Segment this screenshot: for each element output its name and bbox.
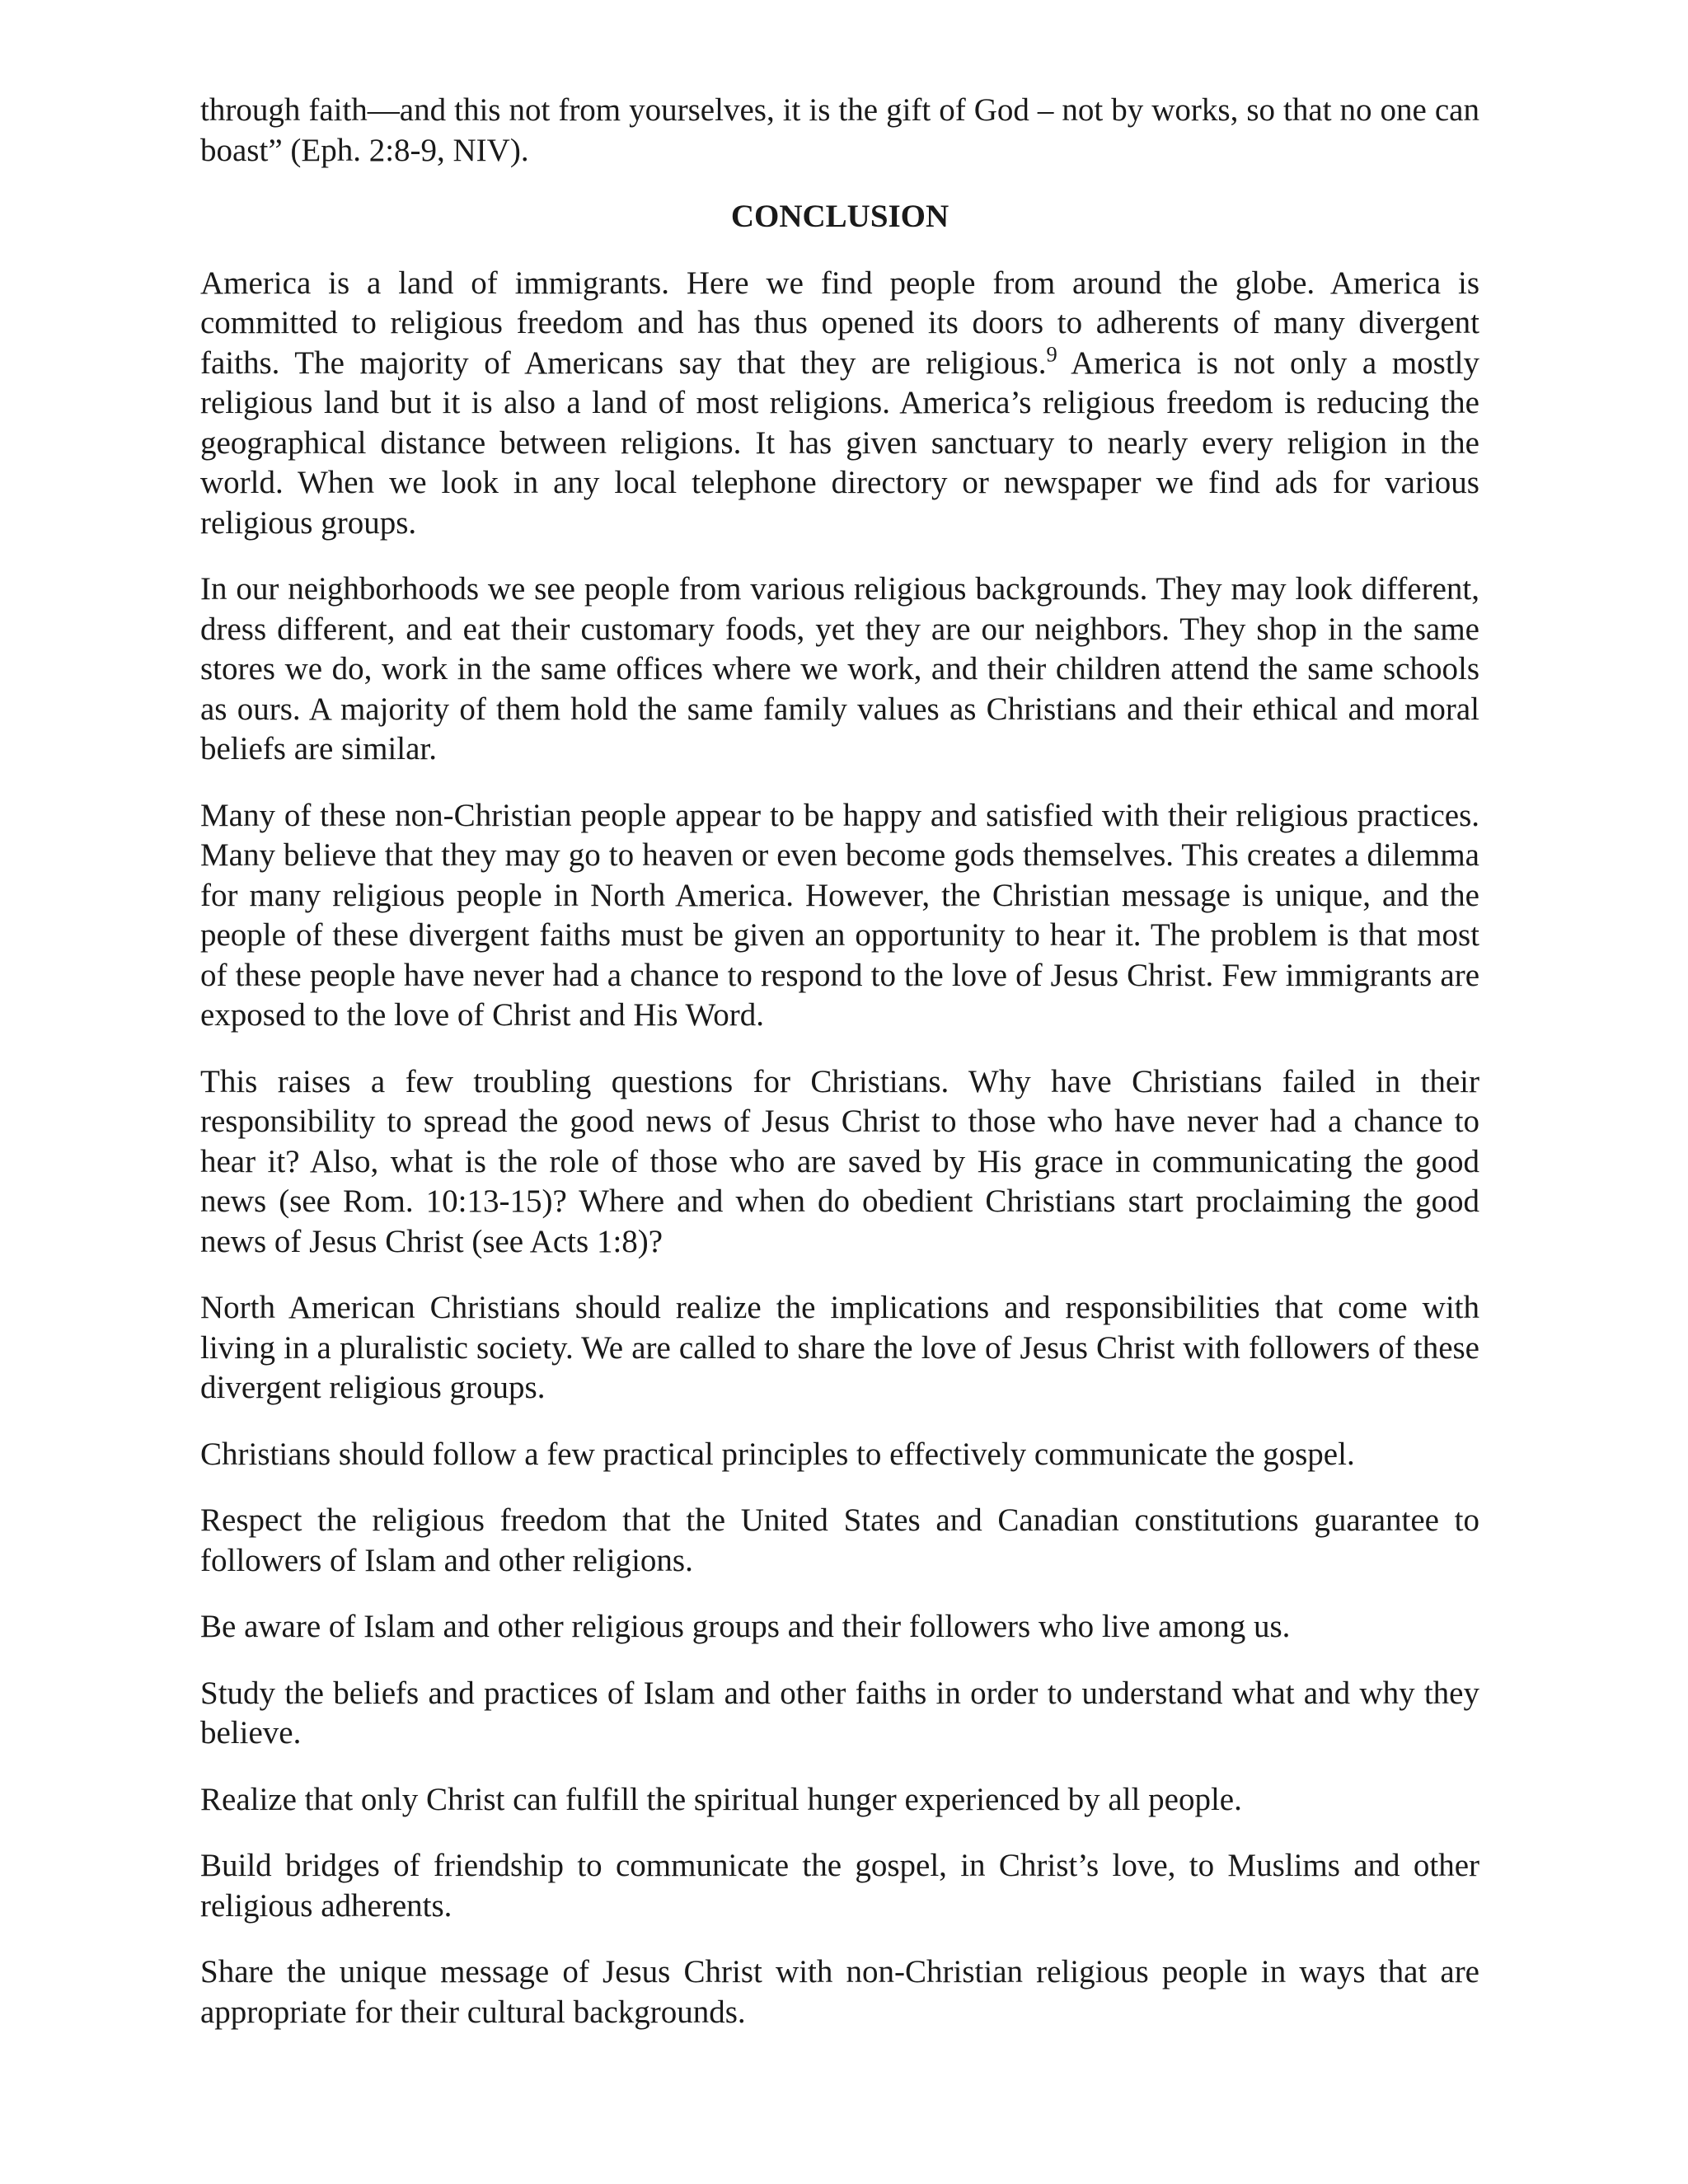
- principle-build-bridges: Build bridges of friendship to communicate the gospel, in Christ’s love, to Muslims and other religious adherents.: [200, 1848, 1479, 1924]
- principle-aware: Be aware of Islam and other religious groups and their followers who live among us.: [200, 1609, 1291, 1644]
- continuation-paragraph: through faith—and this not from yourselves, it is the gift of God – not by works, so that no one can boast” (Eph. 2:8-9, NIV).: [200, 92, 1479, 168]
- footnote-marker[interactable]: 9: [1046, 340, 1057, 366]
- principle-realize: Realize that only Christ can fulfill the spiritual hunger experienced by all people.: [200, 1781, 1242, 1817]
- principle-study: Study the beliefs and practices of Islam and other faiths in order to understand what and why they believe.: [200, 1675, 1479, 1750]
- principle-respect: Respect the religious freedom that the United States and Canadian constitutions guarantee to followers of Islam and other religions.: [200, 1502, 1479, 1578]
- principle-share: Share the unique message of Jesus Christ with non-Christian religious people in ways that are appropriate for their cultural backgrounds.: [200, 1954, 1479, 2030]
- paragraph-non-christian: Many of these non-Christian people appear to be happy and satisfied with their religious practices. Many believe that they may go to heaven or even become gods themselves. This creates a dilemma for many religious people in North America. However, the Christian message is unique, and the people of these divergent faiths must be given an opportunity to hear it. The problem is that most of these people have never had a chance to respond to the love of Jesus Christ. Few immigrants are exposed to the love of Christ and His Word.: [200, 797, 1479, 1033]
- document-page: [200, 91, 1479, 2059]
- section-heading: CONCLUSION: [730, 199, 950, 234]
- paragraph-immigrants-part1: America is a land of immigrants. Here we find people from around the globe. America is committed to religious freedom and has thus opened its doors to adherents of many divergent faiths. The majority of Americans say that they are religious.: [200, 265, 1479, 381]
- paragraph-pluralistic: North American Christians should realize the implications and responsibilities that come with living in a pluralistic society. We are called to share the love of Jesus Christ with followers of these divergent religious groups.: [200, 1290, 1479, 1405]
- paragraph-questions: This raises a few troubling questions for Christians. Why have Christians failed in their responsibility to spread the good news of Jesus Christ to those who have never had a chance to hear it? Also, what is the role of those who are saved by His grace in communicating the good news (see Rom. 10:13-15)? Where and when do obedient Christians start proclaiming the good news of Jesus Christ (see Acts 1:8)?: [200, 1063, 1479, 1259]
- paragraph-immigrants-part2: America is not only a mostly religious land but it is also a land of most religions. America’s religious freedom is reducing the geographical distance between religions. It has given sanctuary to nearly every religion in the world. When we look in any local telephone directory or newspaper we find ads for various religious groups.: [200, 344, 1480, 541]
- paragraph-neighborhoods: In our neighborhoods we see people from various religious backgrounds. They may look different, dress different, and eat their customary foods, yet they are our neighbors. They shop in the same stores we do, work in the same offices where we work, and their children attend the same schools as ours. A majority of them hold the same family values as Christians and their ethical and moral beliefs are similar.: [200, 571, 1479, 766]
- paragraph-immigrants: [200, 264, 1479, 544]
- paragraph-principles-intro: Christians should follow a few practical principles to effectively communicate the gospel.: [200, 1436, 1355, 1472]
